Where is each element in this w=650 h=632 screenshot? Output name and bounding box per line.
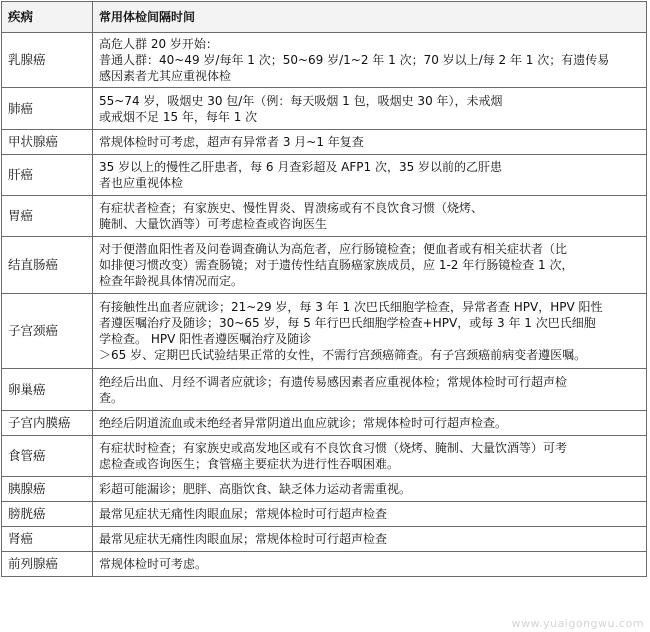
interval-line: 35 岁以上的慢性乙肝患者，每 6 月查彩超及 AFP1 次，35 岁以前的乙肝患: [99, 160, 503, 174]
table-row: [2, 527, 647, 552]
header-interval: 常用体检间隔时间: [93, 2, 647, 33]
screening-interval-text: [93, 411, 647, 436]
interval-line: 有接触性出血者应就诊；21~29 岁，每 3 年 1 次巴氏细胞学检查，异常者查 HPV，HPV 阳性: [99, 300, 603, 314]
interval-line: 最常见症状无痛性肉眼血尿；常规体检时可行超声检查: [99, 507, 388, 521]
interval-line: 虑检查或咨询医生；食管癌主要症状为进行性吞咽困难。: [99, 457, 400, 471]
disease-name: 结直肠癌: [2, 237, 93, 294]
screening-interval-text: [93, 294, 647, 369]
interval-line: 者遵医嘱治疗及随诊；30~65 岁，每 5 年行巴氏细胞学检查+HPV，或每 3 年 1 次巴氏细胞: [99, 316, 596, 330]
table-row: [2, 552, 647, 577]
disease-name: 甲状腺癌: [2, 130, 93, 155]
interval-line: 最常见症状无痛性肉眼血尿；常规体检时可行超声检查: [99, 532, 388, 546]
screening-interval-text: [93, 502, 647, 527]
disease-name: 膀胱癌: [2, 502, 93, 527]
interval-line: 如排便习惯改变）需查肠镜；对于遗传性结直肠癌家族成员，应 1-2 年行肠镜检查 1 次，: [99, 258, 574, 272]
interval-line: 检查年龄视具体情况而定。: [99, 274, 244, 288]
screening-interval-text: [93, 527, 647, 552]
disease-name: 乳腺癌: [2, 33, 93, 88]
screening-interval-text: [93, 436, 647, 477]
disease-name: 子宫内膜癌: [2, 411, 93, 436]
interval-line: 学检查。 HPV 阳性者遵医嘱治疗及随诊: [99, 332, 312, 346]
interval-line: 感因素者尤其应重视体检: [99, 69, 232, 83]
screening-interval-text: [93, 88, 647, 130]
interval-line: 查。: [99, 390, 124, 405]
interval-line: 腌制、大量饮酒等）可考虑检查或咨询医生: [99, 217, 328, 231]
table-row: [2, 294, 647, 369]
screening-interval-text: [93, 33, 647, 88]
interval-line: ＞65 岁、定期巴氏试验结果正常的女性，不需行宫颈癌筛查。有子宫颈癌前病变者遵医嘱。: [99, 348, 587, 362]
screening-interval-text: [93, 369, 647, 411]
disease-name: 前列腺癌: [2, 552, 93, 577]
interval-line: 普通人群：40~49 岁/每年 1 次；50~69 岁/1~2 年 1 次；70 岁以上/每 2 年 1 次；有遗传易: [99, 53, 610, 67]
table-row: [2, 477, 647, 502]
interval-line: 常规体检时可考虑，超声有异常者 3 月~1 年复查: [99, 135, 364, 149]
screening-interval-text: [93, 477, 647, 502]
interval-line: 常规体检时可考虑。: [99, 557, 208, 571]
interval-line: 彩超可能漏诊；肥胖、高脂饮食、缺乏体力运动者需重视。: [99, 482, 412, 496]
interval-line: 有症状时检查；有家族史或高发地区或有不良饮食习惯（烧烤、腌制、大量饮酒等）可考: [99, 441, 568, 455]
disease-name: 食管癌: [2, 436, 93, 477]
table-row: [2, 155, 647, 196]
table-row: [2, 436, 647, 477]
disease-name: 卵巢癌: [2, 369, 93, 411]
table-row: [2, 196, 647, 237]
screening-interval-text: [93, 237, 647, 294]
disease-name: 子宫颈癌: [2, 294, 93, 369]
interval-line: 对于便潜血阳性者及问卷调查确认为高危者，应行肠镜检查；便血者或有相关症状者（比: [99, 242, 568, 256]
table-row: [2, 369, 647, 411]
disease-name: 胰腺癌: [2, 477, 93, 502]
screening-interval-text: [93, 130, 647, 155]
table-row: [2, 237, 647, 294]
table-body: [2, 2, 647, 577]
interval-line: 55~74 岁，吸烟史 30 包/年（例：每天吸烟 1 包，吸烟史 30 年），未戒烟: [99, 93, 503, 108]
screening-interval-table: [1, 1, 647, 577]
table-row: [2, 502, 647, 527]
disease-name: 肺癌: [2, 88, 93, 130]
disease-name: 肝癌: [2, 155, 93, 196]
interval-line: 高危人群 20 岁开始：: [99, 37, 218, 51]
table-row: [2, 411, 647, 436]
disease-name: 肾癌: [2, 527, 93, 552]
screening-interval-text: [93, 552, 647, 577]
table-row: [2, 33, 647, 88]
screening-interval-text: [93, 155, 647, 196]
disease-name: 胃癌: [2, 196, 93, 237]
interval-line: 或戒烟不足 15 年，每年 1 次: [99, 109, 258, 124]
table-row: [2, 130, 647, 155]
header-disease: 疾病: [2, 2, 93, 33]
watermark-text: www.yuaigongwu.com: [511, 617, 644, 630]
interval-line: 绝经后出血、月经不调者应就诊；有遗传易感因素者应重视体检；常规体检时可行超声检: [99, 374, 568, 389]
interval-line: 者也应重视体检: [99, 176, 184, 190]
interval-line: 绝经后阴道流血或未绝经者异常阴道出血应就诊；常规体检时可行超声检查。: [99, 416, 508, 430]
table-row: [2, 88, 647, 130]
table-header-row: [2, 2, 647, 33]
interval-line: 有症状者检查；有家族史、慢性胃炎、胃溃疡或有不良饮食习惯（烧烤、: [99, 201, 484, 215]
screening-interval-text: [93, 196, 647, 237]
